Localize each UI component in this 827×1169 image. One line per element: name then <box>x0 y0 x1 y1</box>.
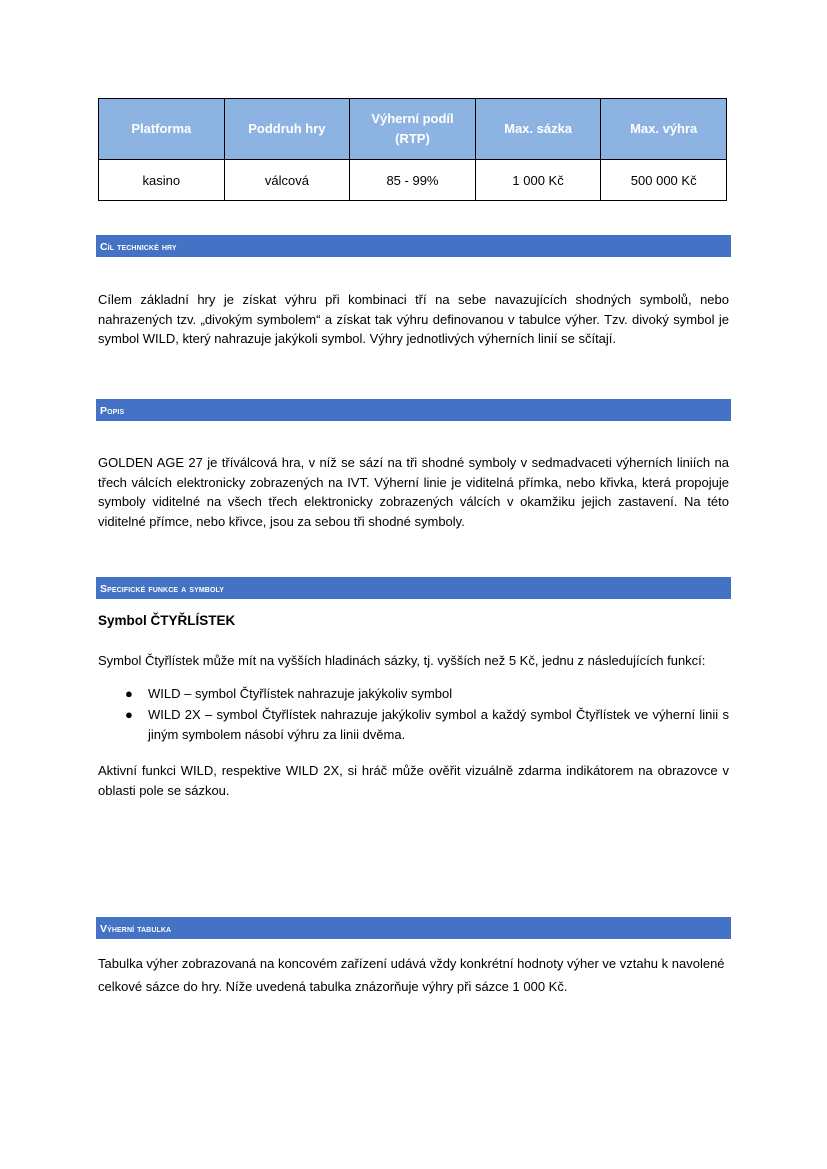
section-heading-paytable: Výherní tabulka <box>96 917 731 939</box>
bullet-icon: ● <box>125 686 133 701</box>
features-intro: Symbol Čtyřlístek může mít na vyšších hladinách sázky, tj. vyšších než 5 Kč, jednu z následujících funkcí: <box>98 653 706 668</box>
list-item-text: WILD 2X – symbol Čtyřlístek nahrazuje jakýkoliv symbol a každý symbol Čtyřlístek ve výherní linii s jiným symbolem násobí výhru za linii dvěma. <box>148 706 729 742</box>
header-platform: Platforma <box>99 99 225 160</box>
goal-paragraph: Cílem základní hry je získat výhru při kombinaci tří na sebe navazujících shodných symbolů, nebo nahrazených tzv. „divokým symbolem“ a získat tak výhru definovanou v tabulce výher. Tzv. divoký symbol je symbol WILD, který nahrazuje jakýkoli symbol. Výhry jednotlivých výherních linií se sčítají. <box>98 292 729 346</box>
list-item-text: WILD – symbol Čtyřlístek nahrazuje jakýkoliv symbol <box>148 686 453 701</box>
cell-rtp: 85 - 99% <box>350 160 476 201</box>
bullet-icon: ● <box>125 706 133 722</box>
cell-max-bet: 1 000 Kč <box>475 160 601 201</box>
description-paragraph: GOLDEN AGE 27 je tříválcová hra, v níž se sází na tři shodné symboly v sedmadvaceti výherních liniích na třech válcích elektronicky zobrazených na IVT. Výherní linie je viditelná přímka, nebo křivka, která propojuje symboly viditelné na všech třech elektronicky zobrazených válcích v okamžiku jejich zastavení. Na této viditelné přímce, nebo křivce, jsou za sebou tři shodné symboly. <box>98 455 729 529</box>
section-heading-features: Specifické funkce a symboly <box>96 577 731 599</box>
cell-platform: kasino <box>99 160 225 201</box>
header-max-bet: Max. sázka <box>475 99 601 160</box>
header-max-win: Max. výhra <box>601 99 727 160</box>
list-item <box>98 705 729 746</box>
header-rtp: Výherní podíl (RTP) <box>350 99 476 160</box>
section-heading-description: Popis <box>96 399 731 421</box>
cell-max-win: 500 000 Kč <box>601 160 727 201</box>
game-info-table <box>98 98 727 201</box>
list-item <box>98 684 729 705</box>
table-header-row <box>99 99 727 160</box>
features-bullet-list <box>98 684 729 746</box>
table-row <box>99 160 727 201</box>
section-heading-goal: Cíl technické hry <box>96 235 731 257</box>
paytable-paragraph: Tabulka výher zobrazovaná na koncovém zařízení udává vždy konkrétní hodnoty výher ve vztahu k navolené celkové sázce do hry. Níže uvedená tabulka znázorňuje výhry při sázce 1 000 Kč. <box>98 956 725 994</box>
cell-subtype: válcová <box>224 160 350 201</box>
header-subtype: Poddruh hry <box>224 99 350 160</box>
features-outro: Aktivní funkci WILD, respektive WILD 2X, si hráč může ověřit vizuálně zdarma indikátorem na obrazovce v oblasti pole se sázkou. <box>98 763 729 798</box>
symbol-subheading: Symbol ČTYŘLÍSTEK <box>98 613 236 628</box>
